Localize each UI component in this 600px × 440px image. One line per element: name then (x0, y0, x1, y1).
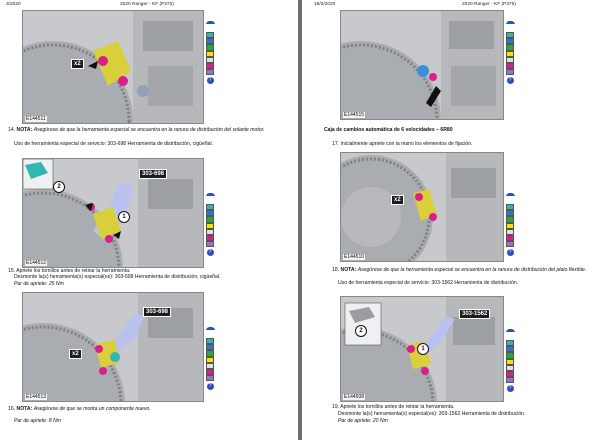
quantity-tag: x2 (69, 349, 82, 359)
header-date: 3/2020 (6, 2, 21, 7)
engine-illustration (341, 11, 503, 119)
engine-illustration (23, 293, 203, 401)
help-icon[interactable]: ? (207, 77, 214, 84)
step-18-tool: Uso de herramienta especial de servicio: 303-1562 Herramienta de distribución. (338, 280, 519, 286)
step-15-tool: Desmonte la(s) herramienta(s) especial(es): 303-698 Herramienta de distribución, cigüeñal. (14, 274, 221, 280)
car-icon (206, 192, 215, 197)
help-icon[interactable]: ? (207, 249, 214, 256)
help-icon[interactable]: ? (507, 249, 514, 256)
page-separator (298, 0, 302, 440)
help-icon[interactable]: ? (507, 77, 514, 84)
color-palette (206, 320, 214, 390)
palette-swatch (206, 375, 214, 381)
engine-illustration (23, 11, 203, 123)
palette-swatch (506, 241, 514, 247)
car-icon (206, 20, 215, 25)
step-19-torque: Par de apriete: 20 Nm (338, 418, 388, 424)
header-title: 2020 Ranger - KF (P375) (120, 2, 174, 7)
figure-e144515[interactable] (340, 10, 504, 120)
help-icon[interactable]: ? (207, 383, 214, 390)
color-palette (506, 14, 514, 84)
step-19: 19. Apriete los tornillos antes de retirar la herramienta. (332, 404, 455, 410)
tool-tag: 303-1562 (459, 309, 490, 319)
figure-code: E144512 (26, 260, 47, 266)
right-page (304, 0, 600, 440)
figure-e144511[interactable] (22, 10, 204, 124)
callout-1: 1 (417, 343, 429, 355)
figure-code: E144515 (344, 112, 365, 118)
quantity-tag: x2 (391, 195, 404, 205)
color-palette (506, 186, 514, 256)
palette-swatch (206, 69, 214, 75)
help-icon[interactable]: ? (507, 385, 514, 392)
car-icon (506, 328, 515, 333)
header-title: 2020 Ranger - KF (P375) (462, 2, 516, 7)
step-15-torque: Par de apriete: 25 Nm (14, 281, 64, 287)
header-date: 18/3/2020 (314, 2, 336, 7)
color-palette (506, 322, 514, 392)
palette-swatch (506, 69, 514, 75)
engine-illustration (341, 153, 503, 261)
tool-tag: 303-698 (143, 307, 171, 317)
figure-e144513[interactable] (22, 292, 204, 402)
figure-e144508[interactable] (340, 296, 504, 402)
figure-code: E144508 (344, 394, 365, 400)
car-icon (506, 20, 515, 25)
left-page (0, 0, 296, 440)
callout-1: 1 (118, 211, 130, 223)
step-14-tool: Uso de herramienta especial de servicio: 303-698 Herramienta de distribución, cigüeñal. (14, 141, 214, 147)
callout-2: 2 (355, 325, 367, 337)
step-16: 16. NOTA: Asegúrese de que se monta un componente nuevo. (8, 406, 151, 412)
callout-2: 2 (53, 181, 65, 193)
step-16-torque: Par de apriete: 8 Nm (14, 418, 61, 424)
figure-code: E144510 (344, 254, 365, 260)
step-15: 15. Apriete los tornillos antes de retirar la herramienta. (8, 268, 131, 274)
engine-illustration (23, 159, 203, 267)
step-14: 14. NOTA: Asegúrese de que la herramienta especial se encuentra en la ranura de distribución del volante motor. (8, 127, 265, 133)
figure-code: E144513 (26, 394, 47, 400)
car-icon (506, 192, 515, 197)
palette-swatch (206, 241, 214, 247)
car-icon (206, 326, 215, 331)
figure-code: E144511 (26, 116, 46, 122)
tool-tag: 303-698 (139, 169, 167, 179)
quantity-tag: x2 (71, 59, 84, 69)
palette-swatch (506, 377, 514, 383)
step-17: 17. Inicialmente apriete con la mano los elementos de fijación. (332, 141, 473, 147)
color-palette (206, 186, 214, 256)
figure-e144512[interactable] (22, 158, 204, 268)
section-heading: Caja de cambios automática de 6 velocidades – 6R80 (324, 127, 453, 133)
color-palette (206, 14, 214, 84)
figure-e144510[interactable] (340, 152, 504, 262)
step-19-tool: Desmonte la(s) herramienta(s) especial(es): 303-1562 Herramienta de distribución. (338, 411, 526, 417)
step-18: 18. NOTA: Asegúrese de que la herramienta especial se encuentra en la ranura de distribución del plato flexible. (332, 267, 587, 273)
